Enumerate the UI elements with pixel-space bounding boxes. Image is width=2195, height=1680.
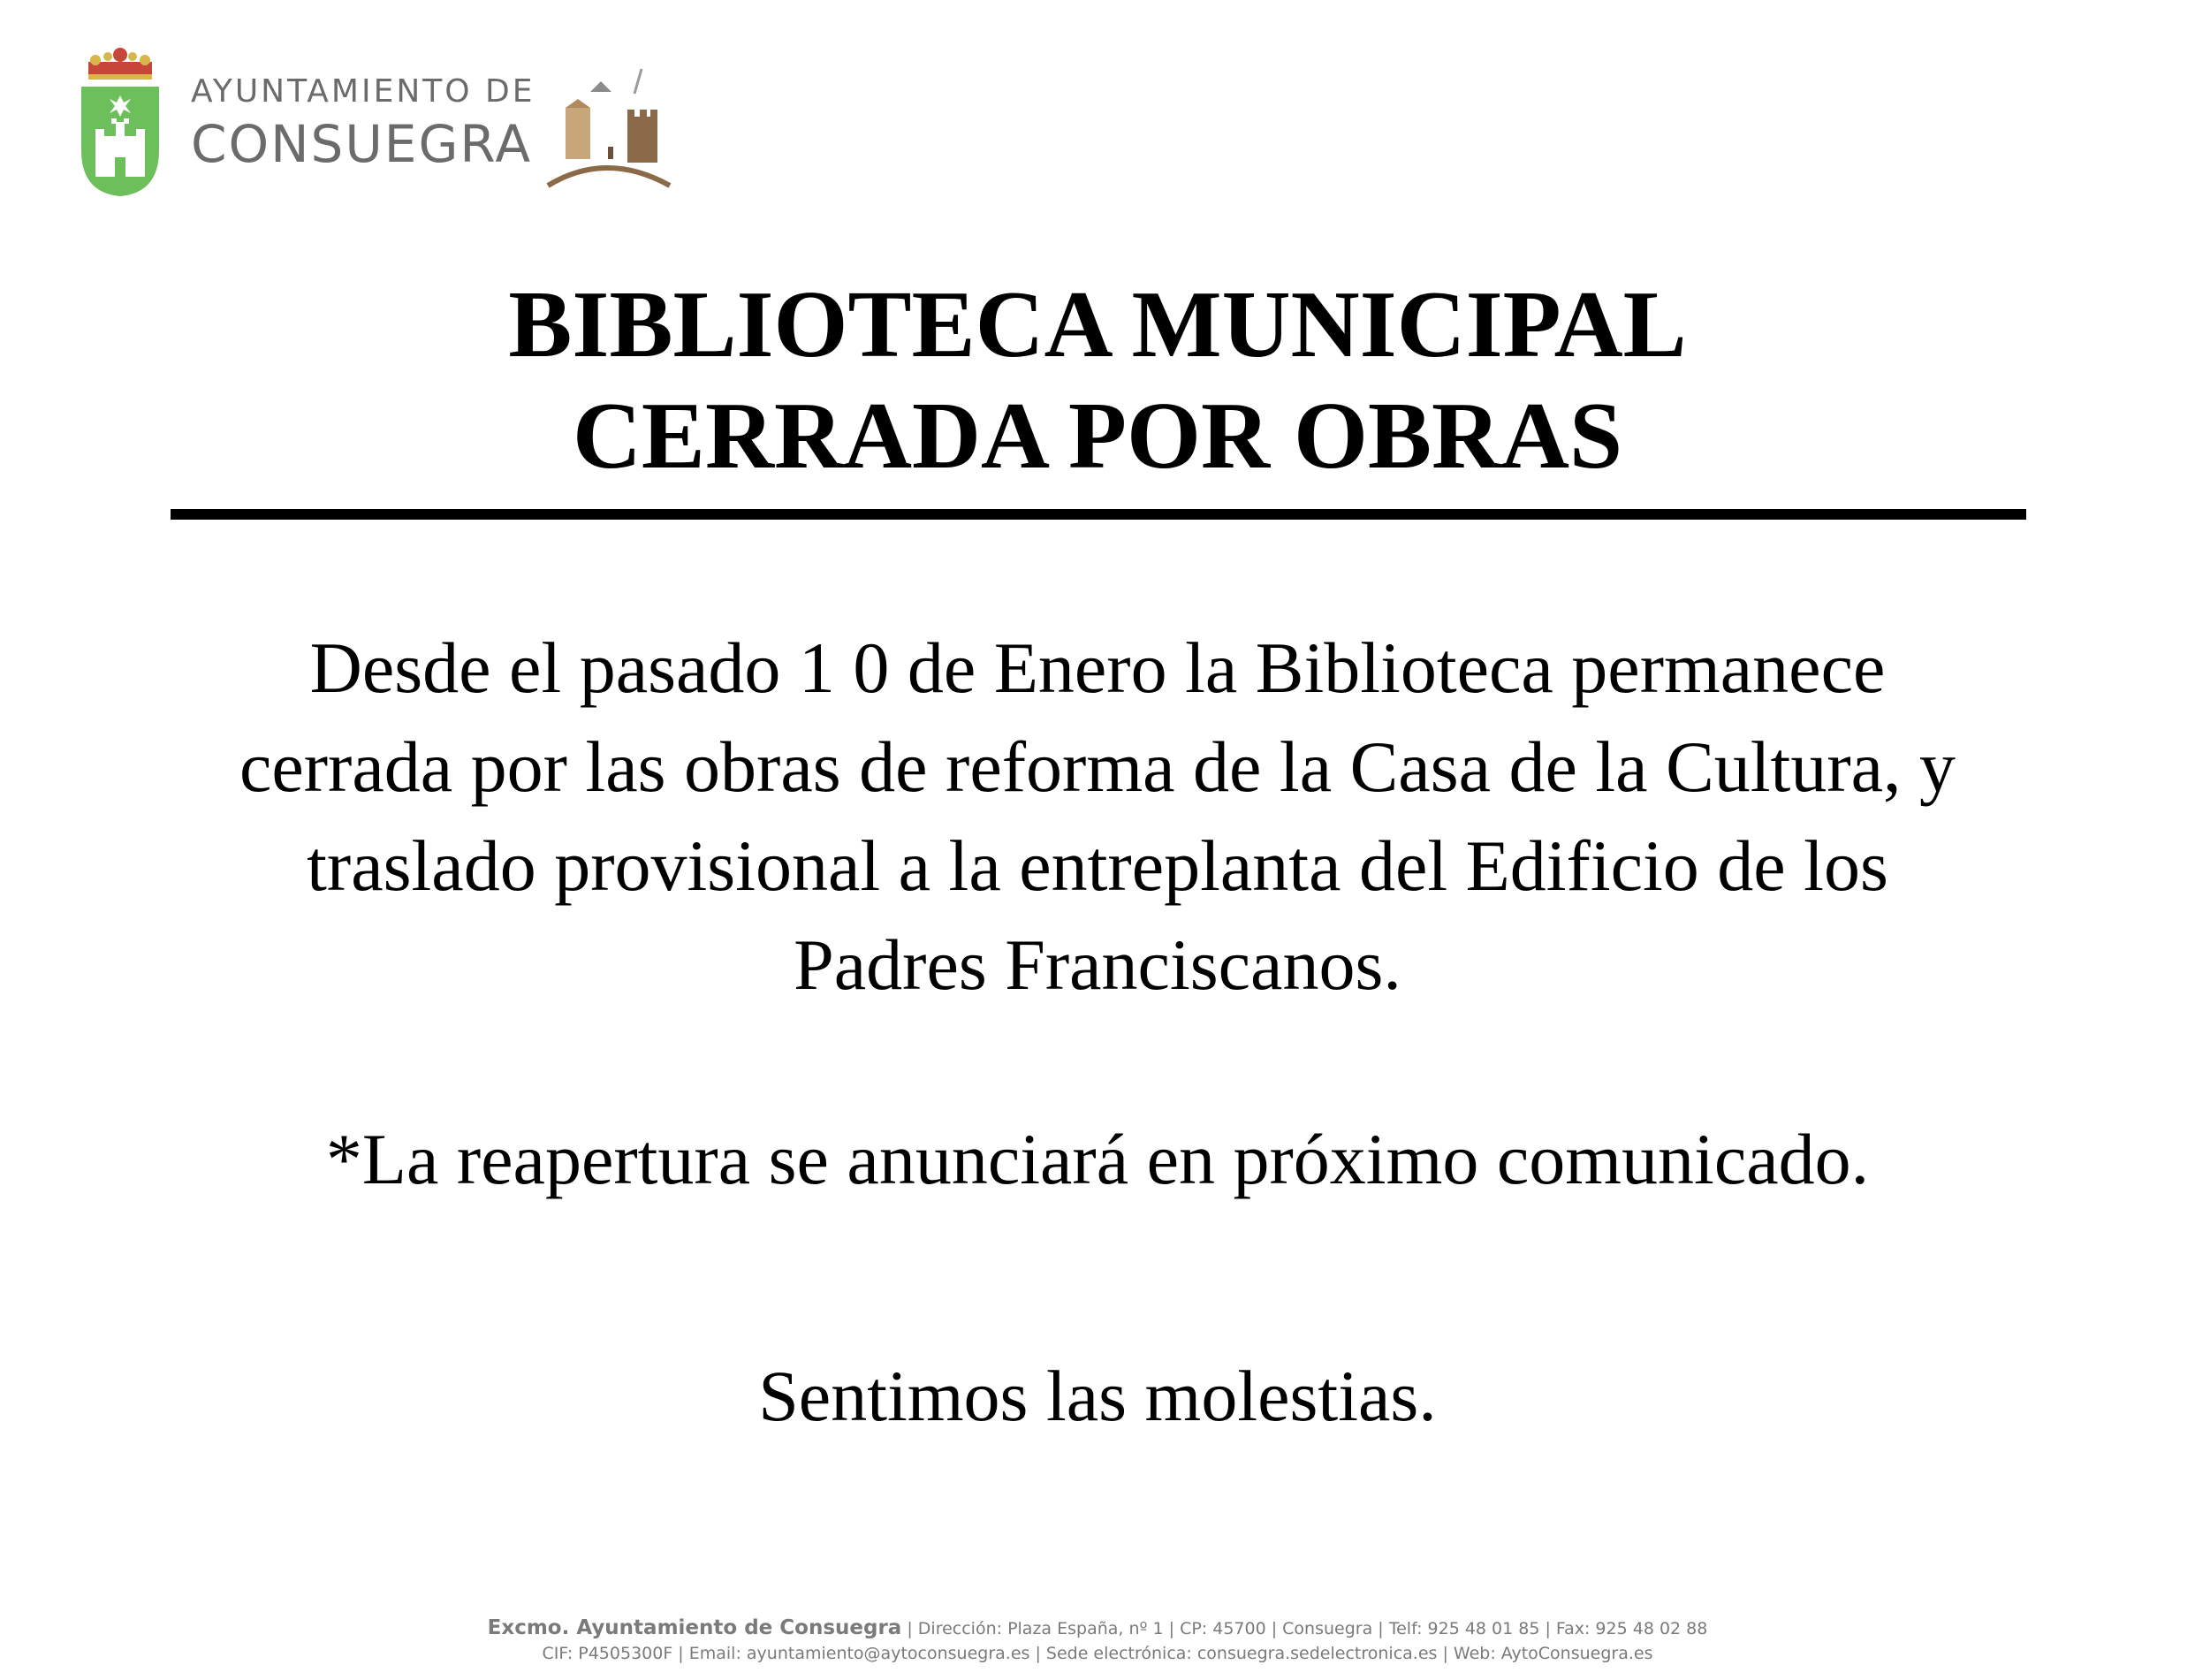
body-line: traslado provisional a la entreplanta del Edificio de los xyxy=(307,825,1888,906)
reopening-note: *La reapertura se anunciará en próximo comunicado. xyxy=(325,1119,1870,1199)
notice-body xyxy=(97,619,2098,1015)
coat-of-arms-icon xyxy=(76,44,164,199)
org-name-line2: CONSUEGRA xyxy=(191,114,533,174)
body-line: cerrada por las obras de reforma de la Casa de la Cultura, y xyxy=(239,726,1956,807)
notice-title xyxy=(0,270,2195,492)
footer-contact: | Dirección: Plaza España, nº 1 | CP: 45700 | Consuegra | Telf: 925 48 01 85 | Fax: 925 48 02 88 xyxy=(901,1619,1708,1638)
title-divider xyxy=(171,509,2026,520)
page-footer xyxy=(0,1615,2195,1666)
footer-line2: CIF: P4505300F | Email: ayuntamiento@aytoconsuegra.es | Sede electrónica: consuegra.sedelectronica.es | Web: AytoConsuegra.es xyxy=(542,1644,1653,1663)
organization-name xyxy=(191,73,535,174)
title-line2: CERRADA POR OBRAS xyxy=(572,384,1623,489)
letterhead xyxy=(76,44,695,203)
footer-org-name: Excmo. Ayuntamiento de Consuegra xyxy=(487,1616,902,1639)
body-line: Desde el pasado 1 0 de Enero la Biblioteca permanece xyxy=(309,627,1886,708)
org-name-line1: AYUNTAMIENTO DE xyxy=(191,73,535,110)
footer-line1 xyxy=(0,1615,2195,1641)
body-line: Padres Franciscanos. xyxy=(794,924,1401,1005)
closing-apology: Sentimos las molestias. xyxy=(758,1356,1437,1436)
castle-logo-icon xyxy=(535,62,677,203)
title-line1: BIBLIOTECA MUNICIPAL xyxy=(508,272,1687,377)
